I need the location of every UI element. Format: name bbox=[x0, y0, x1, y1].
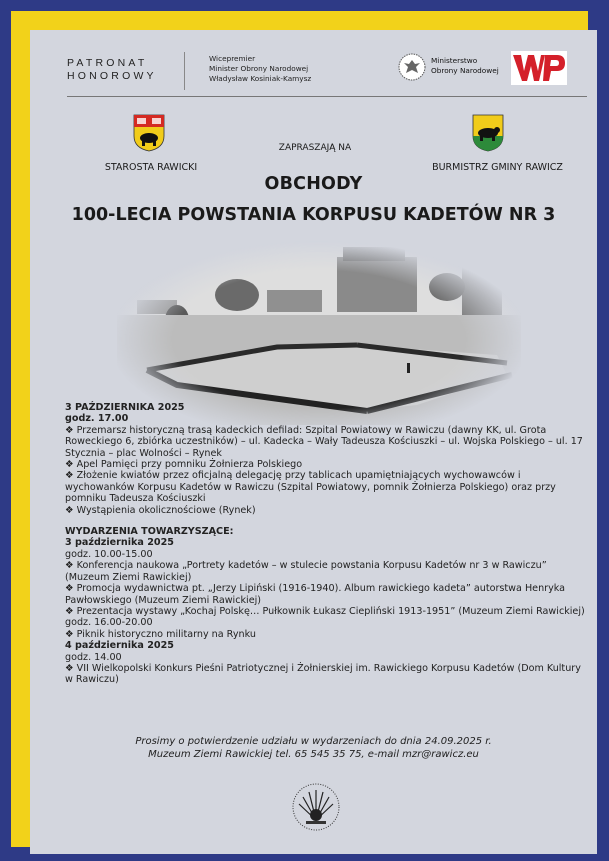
program-item: ❖ Przemarsz historyczną trasą kadeckich defilad: Szpital Powiatowy w Rawiczu (dawny KK, ul. Grota Roweckiego 6, zbiórka uczestników) – ul. Kadecka – Wały Tadeusza Kościuszki – ul. Wojska Polskiego – ul. 17 Stycznia – plac Wolności – Rynek bbox=[65, 424, 583, 459]
event-title: OBCHODY bbox=[264, 174, 363, 194]
organizer-burmistrz: BURMISTRZ GMINY RAWICZ bbox=[432, 162, 563, 173]
invite-text: ZAPRASZAJĄ NA bbox=[278, 143, 352, 153]
side-event-item: ❖ Prezentacja wystawy „Kochaj Polskę… Pułkownik Łukasz Ciepliński 1913-1951” (Muzeum Ziemi Rawickiej) bbox=[65, 605, 585, 617]
honorary-patronage bbox=[67, 57, 157, 83]
rsvp-line-1: Prosimy o potwierdzenie udziału w wydarzeniach do dnia 24.09.2025 r. bbox=[135, 736, 492, 747]
minister-title: Minister Obrony Narodowej bbox=[209, 64, 309, 73]
rawicz-town-crest-icon bbox=[472, 114, 504, 152]
rsvp-line-2: Muzeum Ziemi Rawickiej tel. 65 545 35 75, e-mail mzr@rawicz.eu bbox=[148, 749, 479, 760]
program-item: ❖ Złożenie kwiatów przez oficjalną delegację przy tablicach upamiętniających wychowawców i wychowanków Korpusu Kadetów w Rawiczu (Szpital Powiatowy, pomnik Żołnierza Polskiego) oraz przy pomniku Tadeusza Kościuszki bbox=[65, 470, 556, 505]
event-subtitle: 100-LECIA POWSTANIA KORPUSU KADETÓW NR 3 bbox=[71, 205, 556, 225]
wp-logo-icon bbox=[511, 51, 567, 85]
yellow-border bbox=[11, 11, 588, 847]
ministry-line-2: Obrony Narodowej bbox=[431, 66, 499, 75]
vice-title: Wicepremier bbox=[209, 54, 256, 63]
main-date: 3 PAŹDZIERNIKA 2025 bbox=[65, 402, 185, 413]
header-divider bbox=[184, 52, 185, 90]
vice-premier-block bbox=[209, 54, 311, 84]
historical-parade-photo bbox=[117, 235, 521, 425]
side-events-day1-time: godz. 10.00-15.00 bbox=[65, 548, 153, 560]
program-item: ❖ Apel Pamięci przy pomniku Żołnierza Polskiego bbox=[65, 459, 303, 471]
side-event-item: ❖ Piknik historyczno militarny na Rynku bbox=[65, 628, 256, 640]
minister-name: Władysław Kosiniak-Kamysz bbox=[209, 74, 312, 83]
patronat-word: PATRONAT bbox=[67, 57, 148, 69]
side-events-heading: WYDARZENIA TOWARZYSZĄCE: bbox=[65, 526, 234, 538]
ministry-name bbox=[431, 56, 499, 76]
side-events-day1-time-late: godz. 16.00-20.00 bbox=[65, 617, 153, 629]
rawicz-county-crest-icon bbox=[133, 114, 165, 152]
side-events-day1: 3 października 2025 bbox=[65, 537, 174, 549]
side-events-day2: 4 października 2025 bbox=[65, 640, 174, 652]
rsvp-note bbox=[30, 735, 597, 761]
side-events-day2-time: godz. 14.00 bbox=[65, 651, 122, 663]
main-time: godz. 17.00 bbox=[65, 413, 129, 425]
side-event-item: ❖ VII Wielkopolski Konkurs Pieśni Patriotycznej i Żołnierskiej im. Rawickiego Korpusu Kadetów (Dom Kultury w Rawiczu) bbox=[65, 662, 581, 686]
side-event-item: ❖ Promocja wydawnictwa pt. „Jerzy Lipiński (1916-1940). Album rawickiego kadeta” autorstwa Henryka Pawłowskiego (Muzeum Ziemi Rawickiej) bbox=[65, 583, 566, 606]
program-content bbox=[65, 402, 585, 686]
header-rule bbox=[67, 96, 587, 97]
ministry-eagle-icon bbox=[398, 53, 426, 81]
side-event-item: ❖ Konferencja naukowa „Portrety kadetów – w stulecie powstania Korpusu Kadetów nr 3 w Rawiczu” (Muzeum Ziemi Rawickiej) bbox=[65, 560, 547, 583]
cadet-corps-seal-icon bbox=[291, 782, 341, 832]
poster-page bbox=[30, 30, 597, 854]
organizer-starosta: STAROSTA RAWICKI bbox=[104, 162, 198, 173]
honorowy-word: HONOROWY bbox=[67, 70, 157, 82]
ministry-line-1: Ministerstwo bbox=[431, 56, 478, 65]
program-item: ❖ Wystąpienia okolicznościowe (Rynek) bbox=[65, 504, 256, 516]
